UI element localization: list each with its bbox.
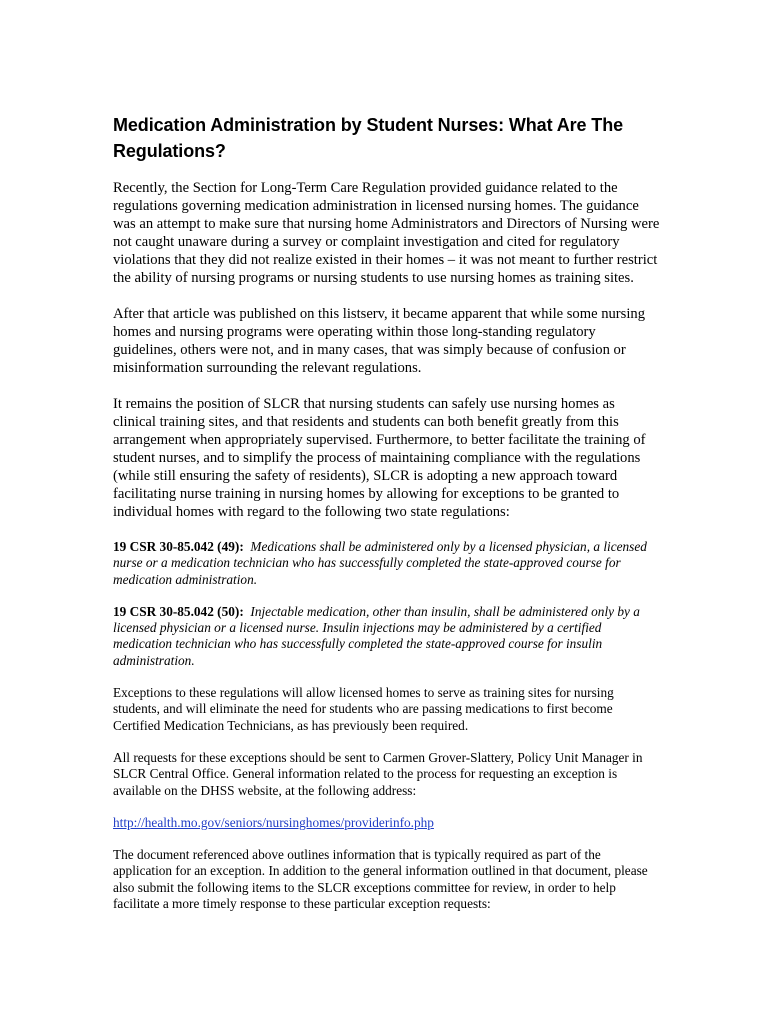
paragraph-exceptions: Exceptions to these regulations will allow licensed homes to serve as training sites for nursing students, and will eliminate the need for students who are passing medications to first become Certified Medication Technicians, as has previously been required. [113, 685, 614, 733]
paragraph-slcr-position: It remains the position of SLCR that nursing students can safely use nursing homes as clinical training sites, and that residents and students can both benefit greatly from this arrangement when appropriately supervised. Furthermore, to better facilitate the training of student nurses, and to simplify the process of maintaining compliance with the regulations (while still ensuring the safety of residents), SLCR is adopting a new approach toward facilitating nurse training in nursing homes by allowing for exceptions to be granted to individual homes with regard to the following two state regulations: [113, 396, 646, 520]
document-title: Medication Administration by Student Nurses: What Are The Regulations? [113, 115, 624, 161]
regulation-50 [113, 604, 661, 669]
dhss-provider-info-link[interactable]: http://health.mo.gov/seniors/nursinghomes/providerinfo.php [113, 814, 434, 830]
regulation-50-text: Injectable medication, other than insulin, shall be administered only by a licensed physician or a licensed nurse. Insulin injections may be administered by a certified medication technician who has successfully completed the state-approved course for insulin administration. [113, 603, 640, 668]
regulation-49-code: 19 CSR 30-85.042 (49): [113, 539, 244, 554]
document-page [113, 112, 661, 928]
paragraph-requests: All requests for these exceptions should be sent to Carmen Grover-Slattery, Policy Unit Manager in SLCR Central Office. General information related to the process for requesting an exception is available on the DHSS website, at the following address: [113, 749, 643, 798]
regulation-50-code: 19 CSR 30-85.042 (50): [113, 603, 244, 619]
paragraph-final: The document referenced above outlines information that is typically required as part of the application for an exception. In addition to the general information outlined in that document, please also submit the following items to the SLCR exceptions committee for review, in order to help facilitate a more timely response to these particular exception requests: [113, 847, 648, 912]
link-paragraph [113, 815, 661, 831]
regulation-49 [113, 539, 661, 588]
paragraph-listserv: After that article was published on this listserv, it became apparent that while some nursing homes and nursing programs were operating within those long-standing regulatory guidelines, others were not, and in many cases, that was simply because of confusion or misinformation surrounding the relevant regulations. [113, 306, 645, 376]
regulation-49-text: Medications shall be administered only by a licensed physician, a licensed nurse or a medication technician who has successfully completed the state-approved course for medication administration. [113, 539, 647, 587]
paragraph-guidance: Recently, the Section for Long-Term Care Regulation provided guidance related to the regulations governing medication administration in licensed nursing homes. The guidance was an attempt to make sure that nursing home Administrators and Directors of Nursing were not caught unaware during a survey or complaint investigation and cited for regulatory violations that they did not realize existed in their homes – it was not meant to further restrict the ability of nursing programs or nursing students to use nursing homes as training sites. [113, 180, 660, 286]
